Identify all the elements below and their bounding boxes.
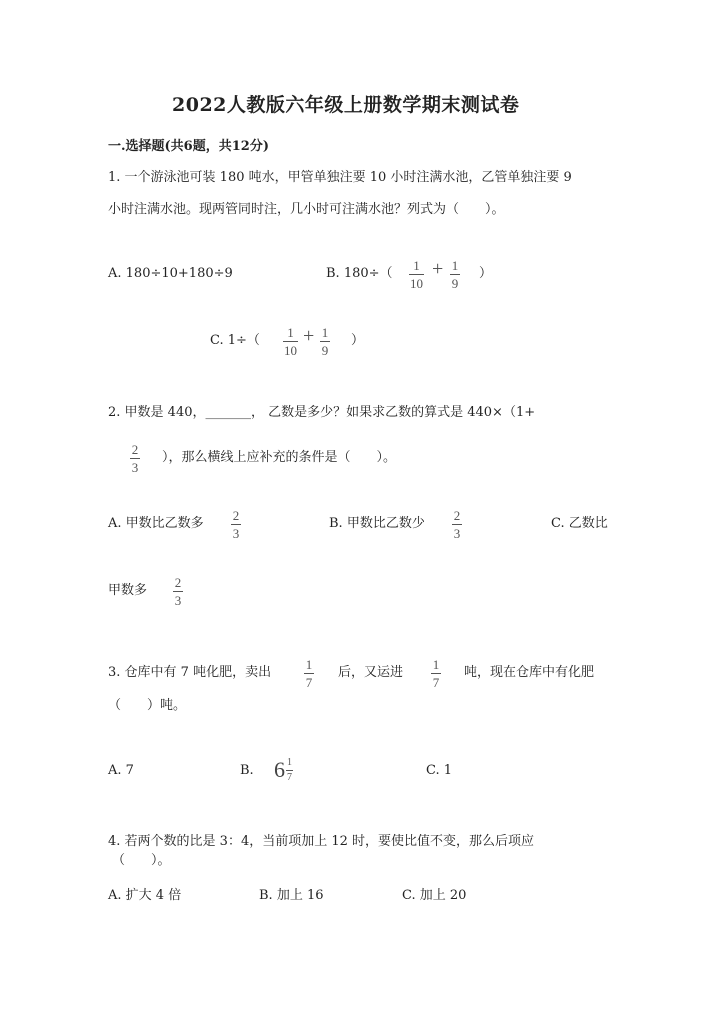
numerator: 1 bbox=[451, 258, 459, 273]
q1-option-b-close: ） bbox=[479, 266, 493, 281]
q2-option-c-line2: 甲数多 bbox=[108, 583, 148, 598]
q1-option-b-fraction-2 bbox=[450, 259, 460, 290]
q2-option-c-fraction bbox=[173, 576, 183, 607]
q1-option-c-fraction-2 bbox=[320, 326, 330, 357]
q1-option-c-fraction-1 bbox=[283, 326, 298, 357]
denominator: 10 bbox=[284, 343, 297, 358]
q2-option-a-fraction bbox=[231, 509, 241, 540]
numerator: 1 bbox=[287, 757, 292, 768]
section-heading: 一.选择题(共6题，共12分) bbox=[108, 139, 269, 154]
numerator: 2 bbox=[131, 442, 139, 457]
q3-inline-fraction-2 bbox=[431, 658, 441, 689]
q3-option-c[interactable]: C. 1 bbox=[426, 763, 453, 778]
denominator: 3 bbox=[453, 526, 461, 541]
q4-text-line2: （ ）。 bbox=[112, 853, 171, 868]
q4-text-line1: 4. 若两个数的比是 3：4，当前项加上 12 时，要使比值不变，那么后项应 bbox=[108, 834, 535, 849]
q4-option-a[interactable]: A. 扩大 4 倍 bbox=[108, 888, 182, 903]
q1-option-c-close: ） bbox=[351, 333, 365, 348]
q1-text-line1: 1. 一个游泳池可装 180 吨水，甲管单独注要 10 小时注满水池，乙管单独注要 9 bbox=[108, 170, 572, 185]
numerator: 1 bbox=[287, 325, 294, 340]
denominator: 7 bbox=[432, 675, 440, 690]
q3-option-b[interactable]: B. bbox=[240, 763, 254, 778]
q3-option-a[interactable]: A. 7 bbox=[108, 763, 134, 778]
q4-option-b[interactable]: B. 加上 16 bbox=[259, 888, 324, 903]
q3-text-part3: 吨，现在仓库中有化肥 bbox=[464, 665, 595, 680]
q1-option-a[interactable]: A. 180÷10+180÷9 bbox=[108, 266, 233, 281]
q4-option-c[interactable]: C. 加上 20 bbox=[402, 888, 467, 903]
numerator: 1 bbox=[413, 258, 420, 273]
denominator: 7 bbox=[287, 772, 292, 783]
q2-option-c-line1[interactable]: C. 乙数比 bbox=[551, 516, 608, 531]
q1-option-c-plus: + bbox=[303, 325, 315, 347]
q1-option-b-prefix[interactable]: B. 180÷（ bbox=[326, 266, 393, 281]
numerator: 1 bbox=[305, 657, 313, 672]
denominator: 3 bbox=[232, 526, 240, 541]
numerator: 2 bbox=[232, 508, 240, 523]
numerator: 1 bbox=[432, 657, 440, 672]
denominator: 9 bbox=[451, 276, 459, 291]
q2-option-b-fraction bbox=[452, 509, 462, 540]
q2-inline-fraction bbox=[130, 443, 140, 474]
q1-option-b-fraction-1 bbox=[409, 259, 424, 290]
numerator: 2 bbox=[174, 575, 182, 590]
numerator: 1 bbox=[321, 325, 329, 340]
q3-text-part2: 后，又运进 bbox=[338, 665, 404, 680]
q2-option-b[interactable]: B. 甲数比乙数少 bbox=[329, 516, 425, 531]
q3-text-line2: （ ）吨。 bbox=[108, 698, 187, 713]
q2-option-a[interactable]: A. 甲数比乙数多 bbox=[108, 516, 204, 531]
page-title: 2022人教版六年级上册数学期末测试卷 bbox=[172, 94, 520, 116]
denominator: 3 bbox=[131, 460, 139, 475]
denominator: 3 bbox=[174, 593, 182, 608]
q1-option-c-prefix[interactable]: C. 1÷（ bbox=[210, 333, 260, 348]
denominator: 10 bbox=[410, 276, 423, 291]
q3-option-b-fraction bbox=[286, 758, 293, 783]
q3-inline-fraction-1 bbox=[304, 658, 314, 689]
denominator: 9 bbox=[321, 343, 329, 358]
q3-text-part1: 3. 仓库中有 7 吨化肥，卖出 bbox=[108, 665, 272, 680]
q2-text-line1: 2. 甲数是 440，_______， 乙数是多少？如果求乙数的算式是 440×（1+ bbox=[108, 405, 536, 420]
q1-option-b-plus: + bbox=[432, 258, 444, 280]
q1-text-line2: 小时注满水池。现两管同时注，几小时可注满水池？列式为（ ）。 bbox=[108, 202, 505, 217]
q3-option-b-whole: 6 bbox=[274, 757, 285, 782]
q2-text-line2: ），那么横线上应补充的条件是（ ）。 bbox=[162, 450, 397, 465]
denominator: 7 bbox=[305, 675, 313, 690]
numerator: 2 bbox=[453, 508, 461, 523]
